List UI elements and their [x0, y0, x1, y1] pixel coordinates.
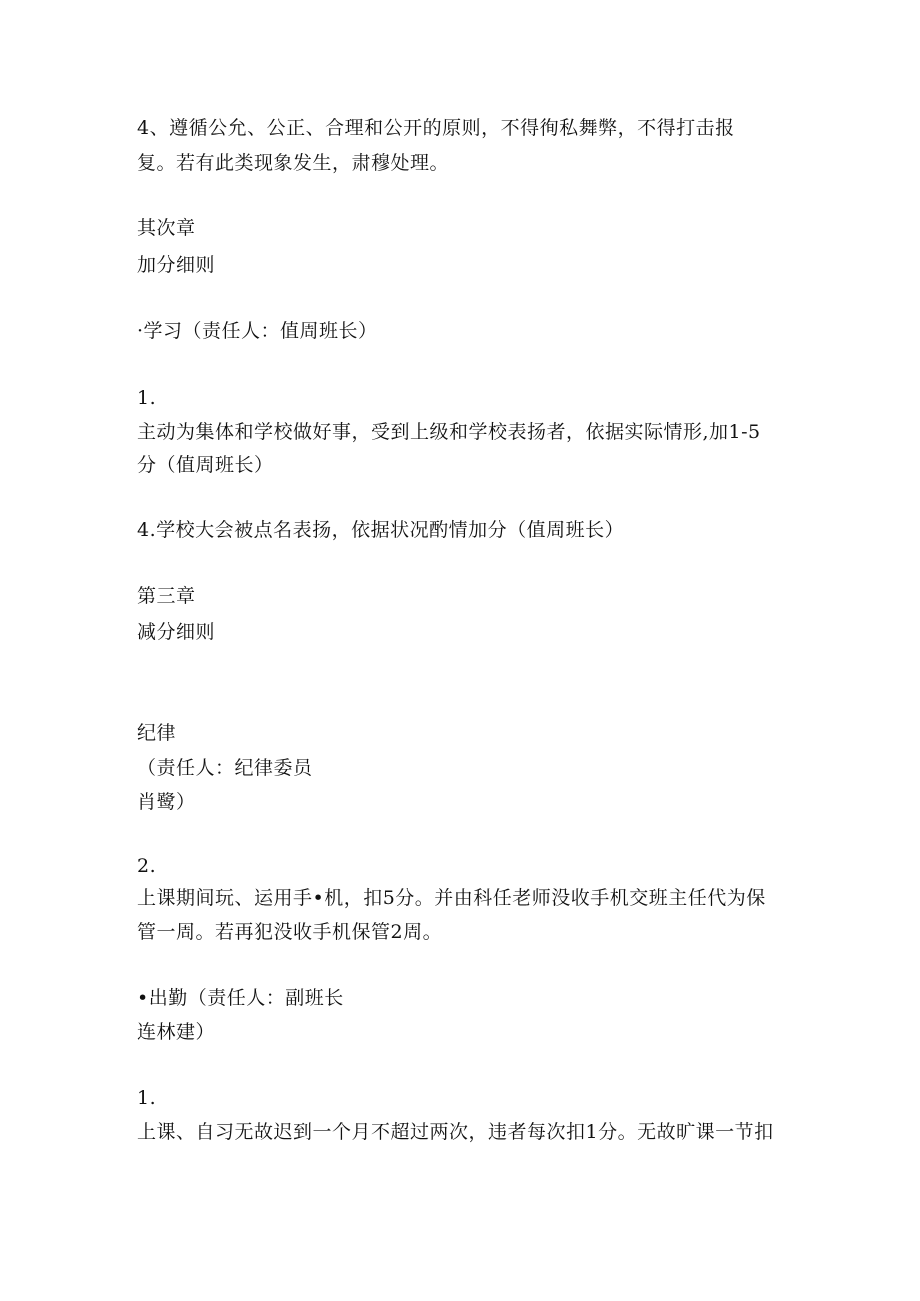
- principle-4-line-2: 复。若有此类现象发生，肃穆处理。: [137, 152, 450, 174]
- section-study-heading: ·学习（责任人：值周班长）: [137, 320, 378, 342]
- bonus-item-1-line-2: 分（值周班长）: [137, 454, 274, 476]
- item-number: 1.: [137, 1087, 157, 1109]
- section-attendance-heading: •出勤（责任人：副班长: [137, 987, 344, 1009]
- penalty-item-2-line-2: 管一周。若再犯没收手机保管2周。: [137, 921, 443, 943]
- bonus-item-1-line-1: 主动为集体和学校做好事，受到上级和学校表扬者，依据实际情形,加1-5: [137, 421, 761, 443]
- section-discipline-heading: 纪律: [137, 722, 177, 744]
- item-number: 1.: [137, 387, 157, 409]
- bonus-item-4: 4.学校大会被点名表扬，依据状况酌情加分（值周班长）: [137, 519, 625, 541]
- attendance-item-1-line-1: 上课、自习无故迟到一个月不超过两次，违者每次扣1分。无故旷课一节扣: [137, 1121, 774, 1143]
- discipline-owner-line-2: 肖鹭）: [137, 791, 196, 813]
- item-number: 2.: [137, 855, 157, 877]
- discipline-owner-line-1: （责任人：纪律委员: [137, 757, 313, 779]
- principle-4-line-1: 4、遵循公允、公正、合理和公开的原则，不得徇私舞弊，不得打击报: [137, 117, 735, 139]
- chapter-3-title: 减分细则: [137, 621, 216, 643]
- chapter-2-heading: 其次章: [137, 217, 196, 239]
- chapter-2-title: 加分细则: [137, 254, 216, 276]
- chapter-3-heading: 第三章: [137, 585, 196, 607]
- penalty-item-2-line-1: 上课期间玩、运用手•机，扣5分。并由科任老师没收手机交班主任代为保: [137, 887, 766, 909]
- attendance-owner: 连林建）: [137, 1021, 216, 1043]
